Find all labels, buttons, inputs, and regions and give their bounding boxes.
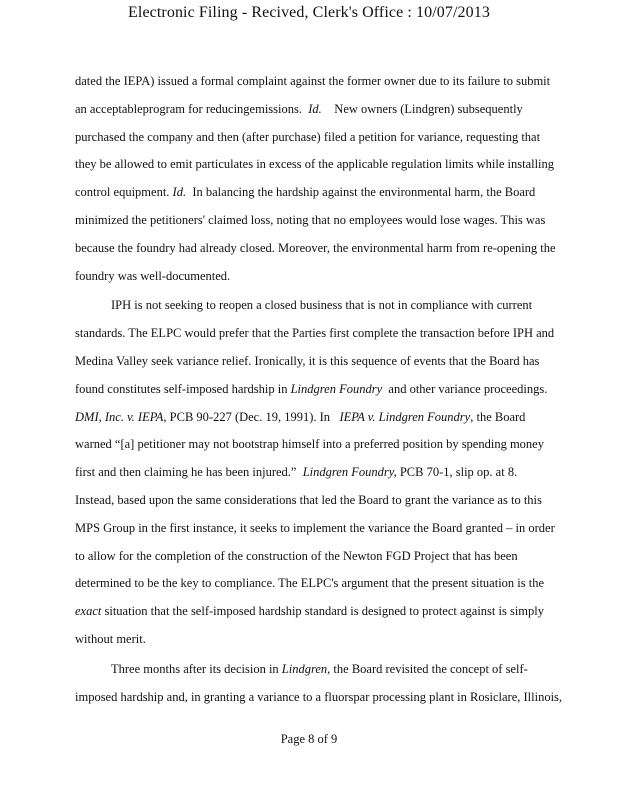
emphasis-italic: exact — [75, 604, 102, 619]
text-line: to allow for the completion of the construction of the Newton FGD Project that has been — [75, 548, 518, 563]
text-line: warned “[a] petitioner may not bootstrap himself into a preferred position by spending money — [75, 437, 544, 452]
text-line: they be allowed to emit particulates in excess of the applicable regulation limits while installing — [75, 157, 555, 172]
text-line: minimized the petitioners' claimed loss, noting that no employees would lose wages. This was — [75, 212, 546, 227]
text-line: control equipment. Id. In balancing the hardship against the environmental harm, the Board — [75, 185, 536, 200]
citation-italic: Id. — [172, 185, 187, 200]
text-line: without merit. — [75, 631, 146, 646]
text-line: Instead, based upon the same considerations that led the Board to grant the variance as to this — [75, 492, 542, 507]
text-line: imposed hardship and, in granting a variance to a fluorspar processing plant in Rosiclare, Illinois, — [75, 689, 563, 704]
text-line: IPH is not seeking to reopen a closed business that is not in compliance with current — [111, 298, 533, 313]
filing-stamp-header: Electronic Filing - Recived, Clerk's Office : 10/07/2013 — [128, 4, 490, 21]
text-line: Three months after its decision in Lindgren, the Board revisited the concept of self- — [111, 661, 528, 676]
text-line: standards. The ELPC would prefer that the Parties first complete the transaction before IPH and — [75, 326, 555, 341]
citation-italic: Lindgren Foundry, — [302, 465, 397, 480]
text-line: first and then claiming he has been injured.” Lindgren Foundry, PCB 70-1, slip op. at 8. — [75, 465, 518, 480]
text-line: an acceptableprogram for reducingemissions. Id. New owners (Lindgren) subsequently — [75, 101, 523, 116]
text-line: Medina Valley seek variance relief. Ironically, it is this sequence of events that the Board has — [75, 353, 540, 368]
text-line: DMI, Inc. v. IEPA, PCB 90-227 (Dec. 19, 1991). In IEPA v. Lindgren Foundry, the Board — [75, 409, 526, 424]
document-body — [75, 68, 615, 711]
page-number: Page 8 of 9 — [280, 732, 338, 746]
citation-italic: Lindgren — [281, 661, 328, 676]
text-line: determined to be the key to compliance. The ELPC's argument that the present situation is the — [75, 576, 545, 591]
citation-italic: Lindgren Foundry — [290, 381, 383, 396]
text-line: dated the IEPA) issued a formal complaint against the former owner due to its failure to submit — [75, 74, 551, 88]
citation-italic: Id. — [308, 101, 322, 116]
text-line: found constitutes self-imposed hardship in Lindgren Foundry and other variance proceedings. — [75, 381, 548, 396]
citation-italic: DMI, Inc. v. IEPA — [75, 409, 164, 424]
citation-italic: IEPA v. Lindgren Foundry — [339, 409, 471, 424]
text-line: purchased the company and then (after purchase) filed a petition for variance, requesting that — [75, 129, 541, 144]
text-line: because the foundry had already closed. Moreover, the environmental harm from re-opening the — [75, 240, 556, 255]
text-line: MPS Group in the first instance, it seeks to implement the variance the Board granted – in order — [75, 520, 555, 535]
text-line: foundry was well-documented. — [75, 268, 231, 283]
text-line: exact situation that the self-imposed hardship standard is designed to protect against is simply — [75, 604, 545, 619]
